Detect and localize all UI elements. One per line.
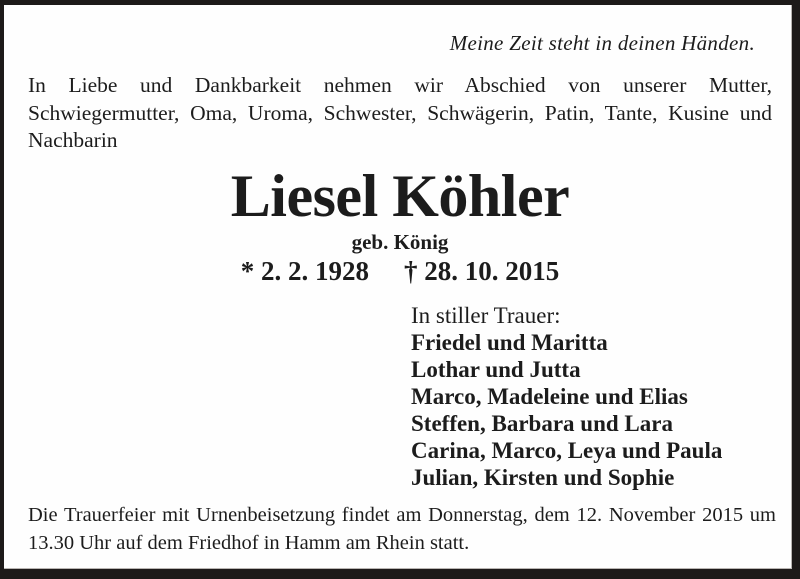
mourner-line: Carina, Marco, Leya und Paula bbox=[411, 438, 723, 463]
intro-line: Nachbarin bbox=[28, 128, 118, 152]
mourner-line: Marco, Madeleine und Elias bbox=[411, 384, 688, 409]
mourning-heading: In stiller Trauer: bbox=[411, 303, 561, 328]
mourner-line: Steffen, Barbara und Lara bbox=[411, 411, 673, 436]
intro-paragraph bbox=[28, 72, 772, 155]
maiden-name: geb. König bbox=[351, 230, 449, 254]
funeral-line: 13.30 Uhr auf dem Friedhof in Hamm am Rhein statt. bbox=[28, 531, 470, 554]
intro-line: In Liebe und Dankbarkeit nehmen wir Abschied von unserer Mutter, bbox=[28, 73, 772, 97]
life-dates-row bbox=[0, 256, 800, 287]
intro-line: Schwiegermutter, Oma, Uroma, Schwester, Schwägerin, Patin, Tante, Kusine und bbox=[28, 100, 772, 125]
mourner-line: Friedel und Maritta bbox=[411, 330, 608, 355]
mourner-line: Lothar und Jutta bbox=[411, 357, 581, 382]
mourner-line: Julian, Kirsten und Sophie bbox=[411, 465, 675, 490]
death-date: † 28. 10. 2015 bbox=[404, 256, 560, 286]
memorial-quote: Meine Zeit steht in deinen Händen. bbox=[449, 31, 755, 55]
funeral-line: Die Trauerfeier mit Urnenbeisetzung findet am Donnerstag, dem 12. November 2015 um bbox=[28, 504, 776, 526]
mourners-block bbox=[411, 302, 722, 491]
deceased-name: Liesel Köhler bbox=[230, 163, 570, 229]
funeral-info bbox=[28, 502, 776, 557]
birth-date: * 2. 2. 1928 bbox=[240, 256, 369, 286]
